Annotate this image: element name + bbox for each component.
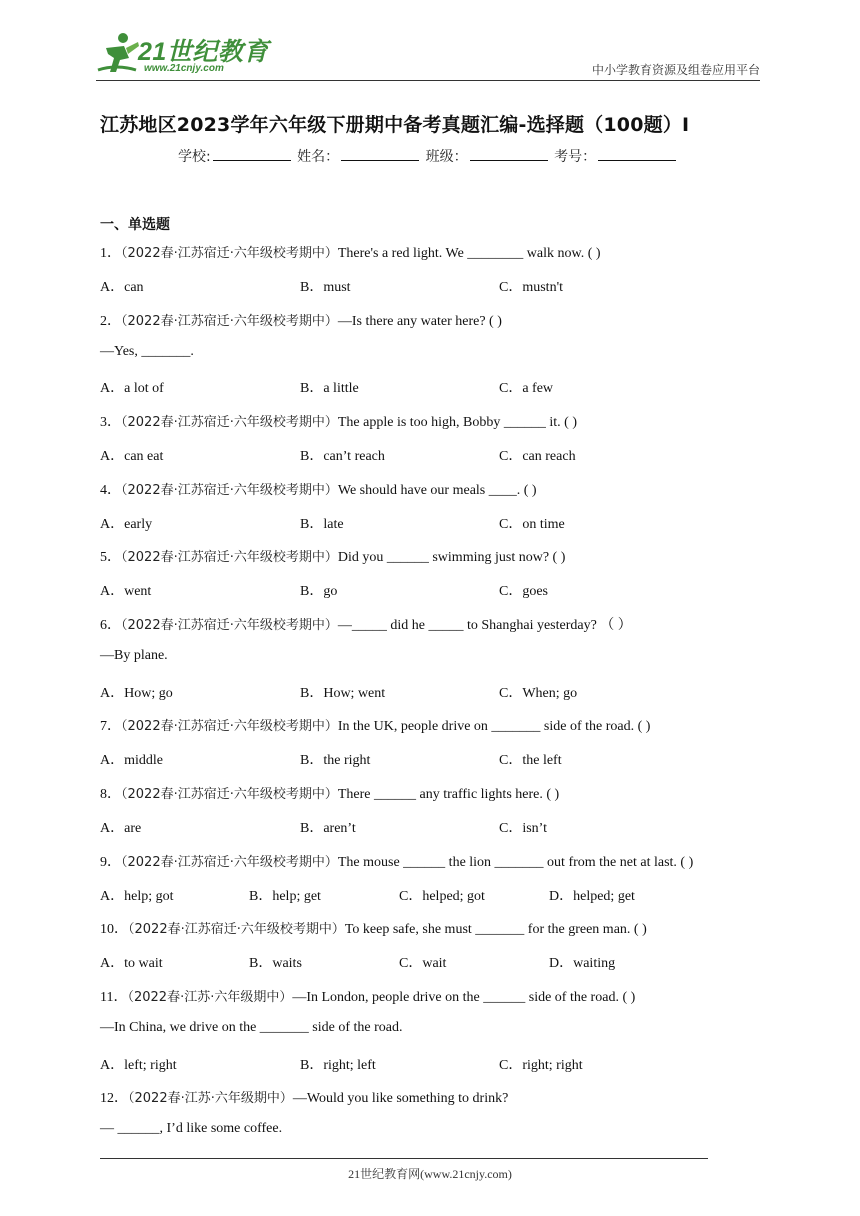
question-number: 6．: [100, 618, 121, 633]
question-stem: The mouse ______ the lion _______ out from the net at last. ( ): [337, 855, 694, 870]
question-source: （2022春·江苏宿迁·六年级校考期中）: [121, 618, 338, 633]
question-extra-line: — ______, I’d like some coffee.: [100, 1121, 283, 1136]
header-divider: [96, 80, 760, 81]
question-number: 12．: [100, 1091, 128, 1106]
footer-divider: [100, 1158, 708, 1159]
name-blank: [341, 148, 419, 161]
option-a: A．How; go: [100, 686, 173, 701]
question-stem: —Is there any water here? ( ): [337, 314, 502, 329]
option-b: B．late: [300, 517, 344, 532]
logo-text: 21世纪教育: [138, 38, 269, 66]
option-a: A．to wait: [100, 956, 163, 971]
site-logo: [96, 30, 276, 78]
student-info-line: [178, 146, 678, 166]
option-b: B．a little: [300, 381, 359, 396]
question-stem: —_____ did he _____ to Shanghai yesterday? （ ）: [337, 618, 632, 633]
question-number: 4．: [100, 483, 121, 498]
question-number: 2．: [100, 314, 121, 329]
option-b: B．go: [300, 584, 338, 599]
question-6: [100, 614, 632, 634]
name-label: 姓名：: [297, 149, 340, 165]
option-b: B．How; went: [300, 686, 386, 701]
question-extra-line: —In China, we drive on the _______ side of the road.: [100, 1020, 403, 1035]
question-source: （2022春·江苏宿迁·六年级校考期中）: [121, 719, 338, 734]
question-5: [100, 546, 565, 566]
option-c: C．When; go: [499, 686, 578, 701]
option-c: C．on time: [499, 517, 565, 532]
question-source: （2022春·江苏宿迁·六年级校考期中）: [121, 246, 338, 261]
option-b: B．the right: [300, 753, 371, 768]
school-label: 学校:: [178, 149, 211, 165]
page-title: 江苏地区2023学年六年级下册期中备考真题汇编-选择题（100题）I: [100, 114, 690, 136]
question-stem: —In London, people drive on the ______ side of the road. ( ): [292, 990, 636, 1005]
option-c: C．helped; got: [399, 889, 485, 904]
option-c: C．right; right: [499, 1058, 583, 1073]
option-a: A．early: [100, 517, 153, 532]
option-b: B．right; left: [300, 1058, 376, 1073]
option-a: A．can: [100, 280, 144, 295]
option-b: B．can’t reach: [300, 449, 385, 464]
question-source: （2022春·江苏宿迁·六年级校考期中）: [121, 483, 338, 498]
option-c: C．goes: [499, 584, 548, 599]
header-platform-text: 中小学教育资源及组卷应用平台: [591, 63, 760, 77]
page-footer: 21世纪教育网(www.21cnjy.com): [348, 1167, 512, 1181]
class-label: 班级：: [425, 149, 468, 165]
question-9: [100, 851, 693, 871]
question-number: 5．: [100, 550, 121, 565]
question-number: 7．: [100, 719, 121, 734]
option-b: B．help; get: [249, 889, 321, 904]
option-c: C．mustn't: [499, 280, 563, 295]
question-number: 8．: [100, 787, 121, 802]
option-c: C．can reach: [499, 449, 576, 464]
question-stem: There ______ any traffic lights here. ( ): [337, 787, 560, 802]
option-a: A．help; got: [100, 889, 174, 904]
option-c: C．isn’t: [499, 821, 547, 836]
question-2: [100, 310, 502, 330]
question-source: （2022春·江苏·六年级期中）: [128, 1091, 293, 1106]
option-b: B．aren’t: [300, 821, 356, 836]
question-stem: We should have our meals ____. ( ): [337, 483, 537, 498]
question-11: [100, 986, 635, 1006]
question-8: [100, 783, 559, 803]
question-extra-line: —By plane.: [100, 648, 168, 663]
question-stem: There's a red light. We ________ walk now. ( ): [337, 246, 601, 261]
question-number: 11．: [100, 990, 128, 1005]
number-label: 考号：: [554, 149, 597, 165]
question-source: （2022春·江苏宿迁·六年级校考期中）: [121, 415, 338, 430]
question-12: [100, 1087, 508, 1107]
number-blank: [598, 148, 676, 161]
question-number: 10．: [100, 922, 128, 937]
question-source: （2022春·江苏宿迁·六年级校考期中）: [121, 550, 338, 565]
question-number: 9．: [100, 855, 121, 870]
page-header: [96, 30, 760, 82]
question-stem: To keep safe, she must _______ for the green man. ( ): [344, 922, 647, 937]
question-4: [100, 479, 537, 499]
logo-url: www.21cnjy.com: [144, 63, 224, 74]
option-b: B．waits: [249, 956, 302, 971]
option-a: A．went: [100, 584, 152, 599]
question-source: （2022春·江苏·六年级期中）: [127, 990, 293, 1005]
option-a: A．are: [100, 821, 142, 836]
option-c: C．the left: [499, 753, 562, 768]
option-a: A．can eat: [100, 449, 164, 464]
question-extra-line: —Yes, _______.: [100, 344, 194, 359]
question-source: （2022春·江苏宿迁·六年级校考期中）: [121, 314, 338, 329]
question-stem: —Would you like something to drink?: [292, 1091, 509, 1106]
question-source: （2022春·江苏宿迁·六年级校考期中）: [128, 922, 345, 937]
option-c: C．wait: [399, 956, 447, 971]
question-10: [100, 918, 647, 938]
question-number: 3．: [100, 415, 121, 430]
question-source: （2022春·江苏宿迁·六年级校考期中）: [121, 787, 338, 802]
question-1: [100, 242, 601, 262]
option-b: B．must: [300, 280, 351, 295]
option-d: D．waiting: [549, 956, 616, 971]
question-stem: Did you ______ swimming just now? ( ): [337, 550, 566, 565]
question-stem: The apple is too high, Bobby ______ it. ( ): [337, 415, 578, 430]
option-c: C．a few: [499, 381, 554, 396]
option-d: D．helped; get: [549, 889, 635, 904]
option-a: A．middle: [100, 753, 163, 768]
class-blank: [470, 148, 548, 161]
question-3: [100, 411, 577, 431]
section-title: 一、单选题: [100, 217, 170, 233]
option-a: A．left; right: [100, 1058, 177, 1073]
question-source: （2022春·江苏宿迁·六年级校考期中）: [121, 855, 338, 870]
question-stem: In the UK, people drive on _______ side of the road. ( ): [337, 719, 651, 734]
question-number: 1．: [100, 246, 121, 261]
question-7: [100, 715, 650, 735]
school-blank: [213, 148, 291, 161]
runner-icon: [96, 30, 140, 76]
option-a: A．a lot of: [100, 381, 164, 396]
